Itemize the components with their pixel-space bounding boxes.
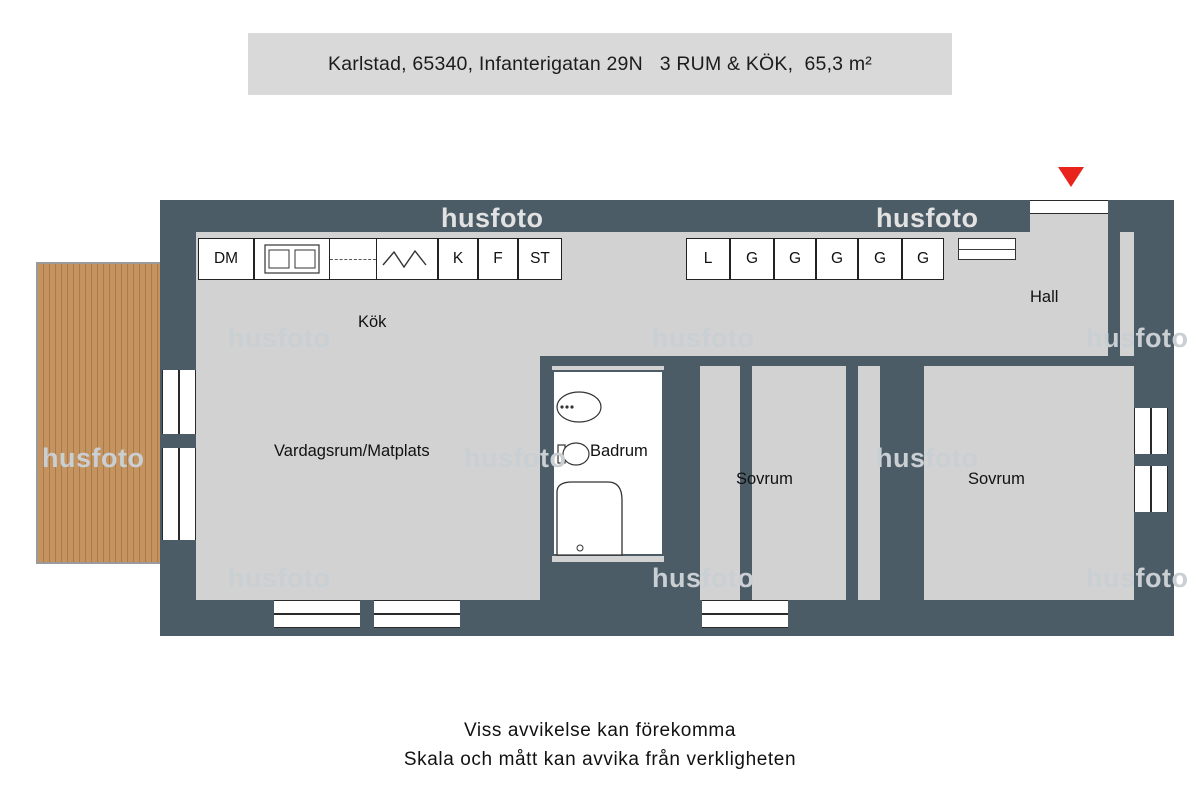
window-mullion bbox=[374, 613, 460, 615]
kitchen-unit-label: DM bbox=[213, 250, 239, 267]
hall-unit-label: G bbox=[745, 250, 759, 267]
watermark: husfoto bbox=[228, 563, 331, 593]
kitchen-unit-label: ST bbox=[530, 250, 550, 267]
wall-hall-left bbox=[1108, 200, 1120, 362]
hall-shelf-line bbox=[958, 249, 1016, 250]
disclaimer bbox=[0, 716, 1200, 774]
kitchen-unit-label: F bbox=[493, 250, 503, 267]
wall-corridor-bottom bbox=[540, 356, 1136, 366]
bathroom-fixtures bbox=[552, 370, 664, 556]
watermark: husfoto bbox=[876, 203, 979, 233]
window-hall-top bbox=[1030, 200, 1108, 214]
kitchen-unit-dm bbox=[198, 238, 254, 280]
balcony-deck bbox=[36, 262, 164, 564]
watermark: husfoto bbox=[652, 323, 755, 353]
hall-unit-label: G bbox=[873, 250, 887, 267]
hall-unit-g2 bbox=[774, 238, 816, 280]
room-label-vardagsrum: Vardagsrum/Matplats bbox=[274, 442, 430, 460]
watermark: husfoto bbox=[42, 443, 145, 473]
hall-unit-g3 bbox=[816, 238, 858, 280]
watermark: husfoto bbox=[876, 443, 979, 473]
room-label-sovrum-1: Sovrum bbox=[736, 470, 793, 488]
watermark: husfoto bbox=[441, 203, 544, 233]
kitchen-unit-label: K bbox=[452, 250, 464, 267]
watermark: husfoto bbox=[1086, 323, 1189, 353]
room-label-sovrum-2: Sovrum bbox=[968, 470, 1025, 488]
watermark: husfoto bbox=[652, 563, 755, 593]
room-label-badrum: Badrum bbox=[590, 442, 648, 460]
kitchen-living-floor bbox=[196, 232, 548, 600]
kitchen-unit-st bbox=[518, 238, 562, 280]
room-label-hall: Hall bbox=[1030, 288, 1059, 306]
wall-bedroom2-left bbox=[912, 362, 924, 600]
hall-unit-g1 bbox=[730, 238, 774, 280]
watermark: husfoto bbox=[228, 323, 331, 353]
kitchen-unit-f bbox=[478, 238, 518, 280]
page-title: Karlstad, 65340, Infanterigatan 29N 3 RUM & KÖK, 65,3 m² bbox=[328, 52, 872, 75]
hall-unit-label: G bbox=[788, 250, 802, 267]
window-mullion bbox=[178, 370, 180, 434]
kitchen-unit-k bbox=[438, 238, 478, 280]
watermark: husfoto bbox=[1086, 563, 1189, 593]
hall-unit-label: G bbox=[830, 250, 844, 267]
kitchen-unit-counter bbox=[330, 238, 376, 280]
hall-unit-l bbox=[686, 238, 730, 280]
kitchen-unit-stove bbox=[376, 238, 438, 280]
window-mullion bbox=[274, 613, 360, 615]
window-mullion bbox=[178, 448, 180, 540]
disclaimer-line-2: Skala och mått kan avvika från verkligheten bbox=[403, 749, 797, 770]
hall-unit-label: G bbox=[916, 250, 930, 267]
hall-unit-label: L bbox=[703, 250, 713, 267]
wall-bedroom1-right bbox=[846, 362, 858, 600]
kitchen-unit-sink bbox=[254, 238, 330, 280]
room-label-kok: Kök bbox=[358, 313, 387, 331]
disclaimer-line-1: Viss avvikelse kan förekomma bbox=[464, 720, 736, 741]
wall-bathroom-left bbox=[540, 362, 552, 600]
sink-icon bbox=[264, 244, 320, 274]
hall-unit-g4 bbox=[858, 238, 902, 280]
window-mullion bbox=[702, 613, 788, 615]
wall-bathroom-right bbox=[664, 362, 676, 600]
entrance-arrow-icon bbox=[1058, 167, 1084, 187]
hall-unit-g5 bbox=[902, 238, 944, 280]
window-mullion bbox=[1150, 408, 1152, 454]
window-mullion bbox=[1150, 466, 1152, 512]
stove-icon bbox=[382, 245, 432, 273]
watermark: husfoto bbox=[464, 443, 567, 473]
